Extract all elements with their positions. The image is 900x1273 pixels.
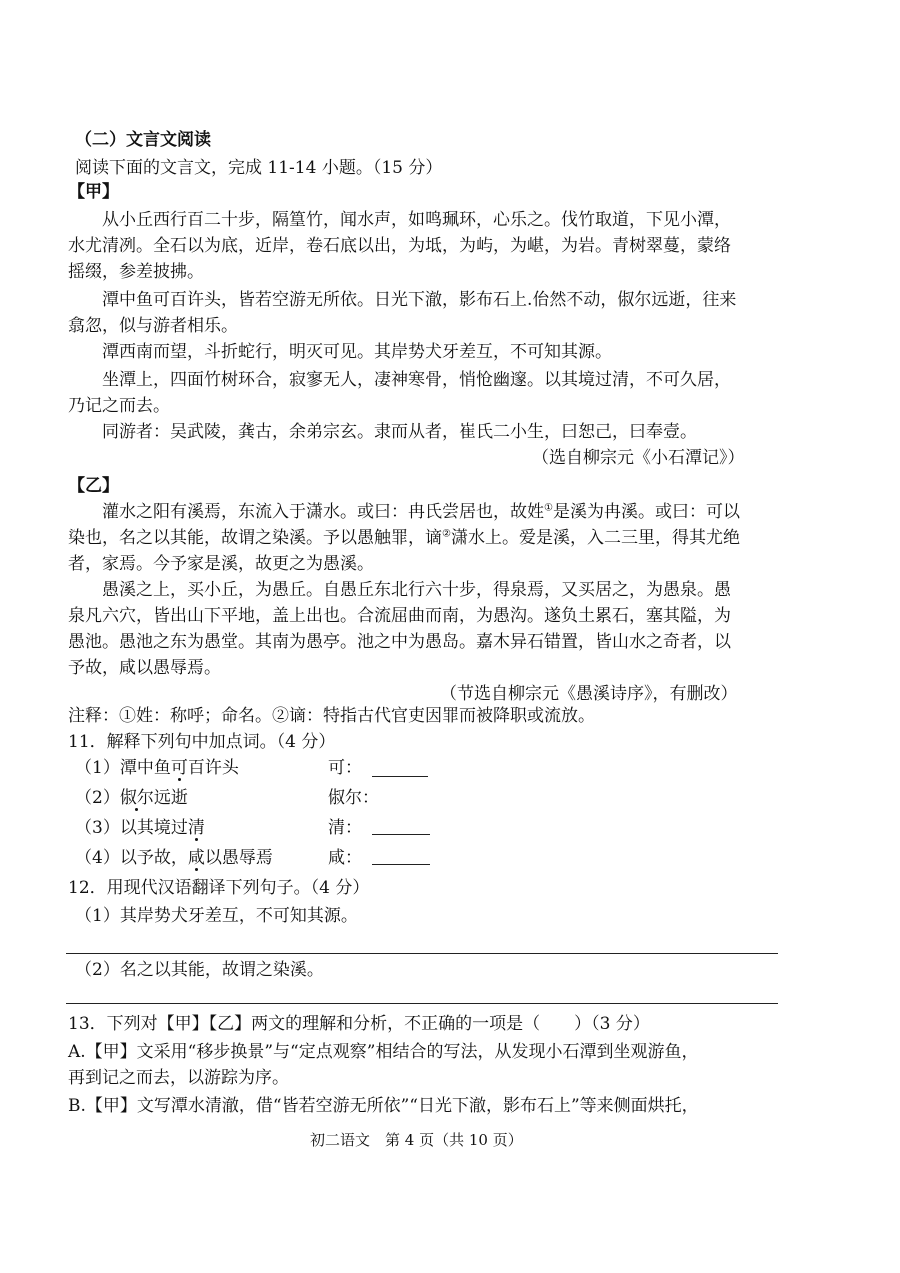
yi-text-line [68,526,740,550]
jia-text-line: 翕忽，似与游者相乐。 [68,316,238,336]
question-11-item [75,846,273,870]
question-11-item [75,786,188,810]
yi-text-line: 泉凡六穴，皆出山下平地，盖上出也。合流屈曲而南，为愚沟。遂负土累石，塞其隘，为 [68,606,731,626]
option-a-line: 再到记之而去，以游踪为序。 [68,1068,289,1088]
yi-text-part: 染也，名之以其能，故谓之染溪。予以愚触罪，谪 [68,528,442,548]
jia-text-line: 坐潭上，四面竹树环合，寂寥无人，凄神寒骨，悄怆幽邃。以其境过清，不可久居， [102,370,731,390]
question-11-item [75,756,239,780]
section-title: （二）文言文阅读 [75,130,211,150]
jia-text-line: 潭西南而望，斗折蛇行，明灭可见。其岸势犬牙差互，不可知其源。 [102,342,612,362]
jia-text-line: 同游者：吴武陵，龚古，余弟宗玄。隶而从者，崔氏二小生，曰恕己，曰奉壹。 [102,422,697,442]
yi-text-line: 愚溪之上，买小丘，为愚丘。自愚丘东北行六十步，得泉焉，又买居之，为愚泉。愚 [102,580,731,600]
item-text: 以愚辱焉 [204,848,273,868]
answer-label: 俶尔： [328,788,379,808]
item-number: （1） [75,758,120,778]
answer-label: 咸： [328,848,362,868]
page-footer: 初二语文 第 4 页（共 10 页） [310,1131,523,1149]
yi-text-part: 灌水之阳有溪焉，东流入于潇水。或曰：冉氏尝居也，故姓 [102,502,544,522]
dotted-word: 咸 [187,848,205,868]
passage-jia-label: 【甲】 [68,182,119,202]
yi-text-line: 予故，咸以愚辱焉。 [68,658,221,678]
item-text: 潭中鱼 [119,758,171,778]
item-number: （3） [75,818,120,838]
jia-source: （选自柳宗元《小石潭记》） [532,448,745,468]
question-13-title: 13．下列对【甲】【乙】两文的理解和分析，不正确的一项是（ ）（3 分） [68,1014,650,1034]
question-11-title: 11．解释下列句中加点词。（4 分） [68,732,336,752]
jia-text-line: 乃记之而去。 [68,396,170,416]
jia-text-line: 从小丘西行百二十步，隔篁竹，闻水声，如鸣珮环，心乐之。伐竹取道，下见小潭， [102,210,731,230]
yi-text-line: 愚池。愚池之东为愚堂。其南为愚亭。池之中为愚岛。嘉木异石错置，皆山水之奇者，以 [68,632,731,652]
answer-blank[interactable] [372,834,430,835]
item-number: （4） [75,848,120,868]
note-marker-1: ① [544,502,553,514]
item-text: 百许头 [187,758,239,778]
answer-label: 可： [328,758,362,778]
yi-text-line: 者，家焉。今予家是溪，故更之为愚溪。 [68,554,374,574]
answer-line[interactable] [66,1003,778,1004]
option-b-line: B.【甲】文写潭水清澈，借“皆若空游无所依”“日光下澈，影布石上”等来侧面烘托， [68,1096,699,1116]
passage-yi-label: 【乙】 [68,476,119,496]
item-text: 以予故， [119,848,188,868]
answer-blank[interactable] [372,864,430,865]
question-11-item [75,816,205,840]
jia-text-line: 水尤清冽。全石以为底，近岸，卷石底以出，为坻，为屿，为嵁，为岩。青树翠蔓，蒙络 [68,236,731,256]
answer-label: 清： [328,818,362,838]
answer-blank[interactable] [372,776,428,777]
answer-line[interactable] [66,953,778,954]
item-text: 以其境过 [119,818,188,838]
question-12-sentence-1: （1）其岸势犬牙差互，不可知其源。 [75,906,358,926]
dotted-word: 俶尔 [119,788,154,808]
yi-text-part: 潇水上。爱是溪，入二三里，得其尤绝 [450,528,740,548]
dotted-word: 可 [170,758,188,778]
question-12-sentence-2: （2）名之以其能，故谓之染溪。 [75,960,324,980]
dotted-word: 清 [187,818,205,838]
item-text: 远逝 [153,788,188,808]
yi-text-line [102,500,740,524]
option-a-line: A.【甲】文采用“移步换景”与“定点观察”相结合的写法，从发现小石潭到坐观游鱼， [68,1042,699,1062]
annotation-notes: 注释：①姓：称呼；命名。②谪：特指古代官吏因罪而被降职或流放。 [68,706,595,726]
item-number: （2） [75,788,120,808]
question-12-title: 12．用现代汉语翻译下列句子。（4 分） [68,878,370,898]
yi-source: （节选自柳宗元《愚溪诗序》，有删改） [440,684,738,704]
jia-text-line: 潭中鱼可百许头，皆若空游无所依。日光下澈，影布石上.佁然不动，俶尔远逝，往来 [102,290,737,310]
jia-text-line: 摇缀，参差披拂。 [68,262,204,282]
note-marker-2: ② [442,528,451,540]
instruction: 阅读下面的文言文，完成 11-14 小题。（15 分） [75,158,443,178]
yi-text-part: 是溪为冉溪。或曰：可以 [552,502,740,522]
